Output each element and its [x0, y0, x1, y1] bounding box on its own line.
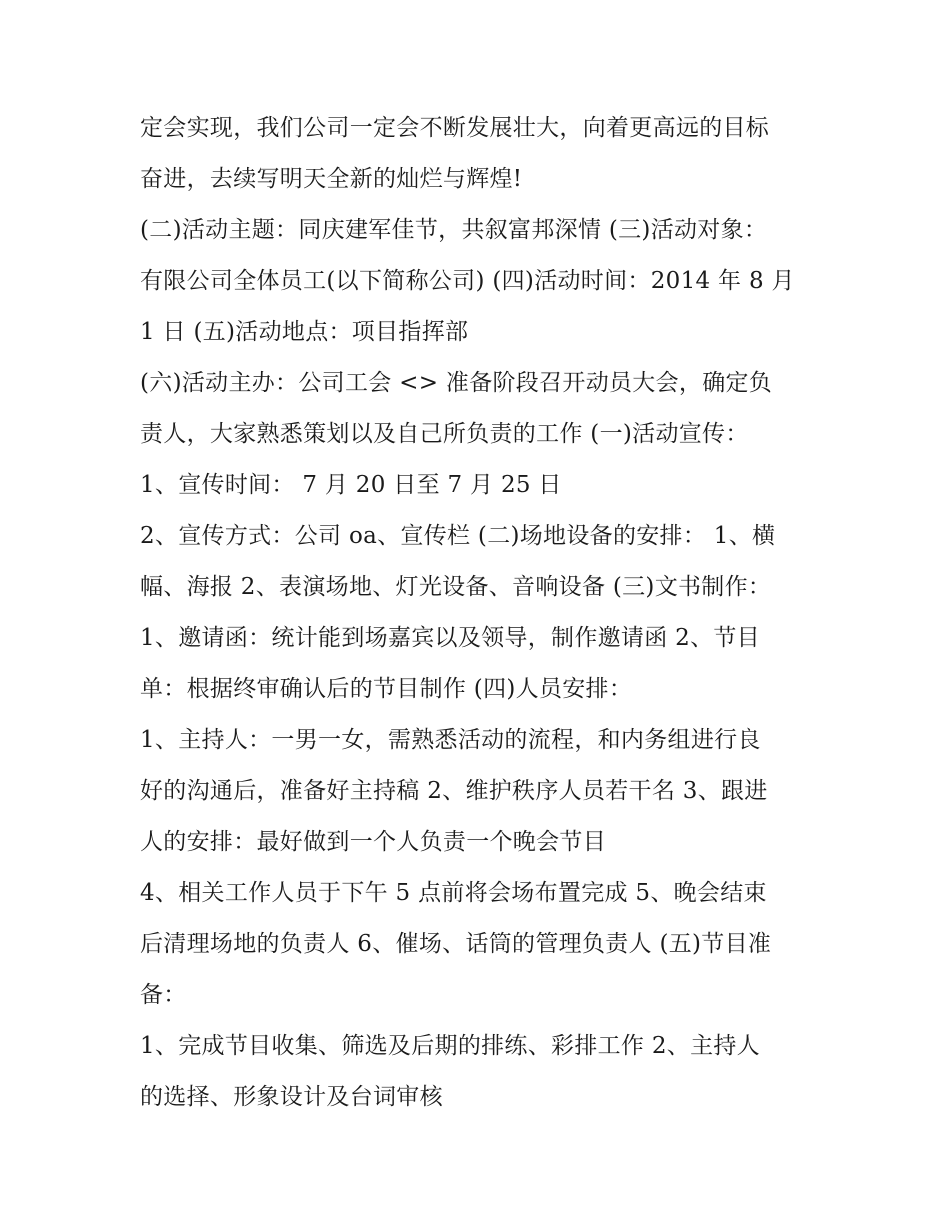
text-line: 好的沟通后，准备好主持稿 2、维护秩序人员若干名 3、跟进: [140, 778, 768, 804]
text-line: 后清理场地的负责人 6、催场、话筒的管理负责人 (五)节目准: [140, 931, 772, 957]
text-line: 奋进，去续写明天全新的灿烂与辉煌!: [140, 166, 523, 192]
text-line: (二)活动主题：同庆建军佳节，共叙富邦深情 (三)活动对象：: [140, 217, 768, 243]
text-line: 4、相关工作人员于下午 5 点前将会场布置完成 5、晚会结束: [140, 880, 767, 906]
text-line: (六)活动主办：公司工会 <> 准备阶段召开动员大会，确定负: [140, 370, 773, 396]
text-line: 有限公司全体员工(以下简称公司) (四)活动时间：2014 年 8 月: [140, 268, 795, 294]
text-line: 备：: [140, 982, 187, 1008]
text-line: 1、完成节目收集、筛选及后期的排练、彩排工作 2、主持人: [140, 1033, 760, 1059]
document-body: [140, 103, 820, 1123]
text-line: 1 日 (五)活动地点：项目指挥部: [140, 319, 469, 345]
text-line: 1、宣传时间： 7 月 20 日至 7 月 25 日: [140, 472, 562, 498]
text-line: 1、邀请函：统计能到场嘉宾以及领导，制作邀请函 2、节目: [140, 625, 760, 651]
text-line: 幅、海报 2、表演场地、灯光设备、音响设备 (三)文书制作：: [140, 574, 772, 600]
text-line: 的选择、形象设计及台词审核: [140, 1084, 443, 1110]
text-line: 1、主持人：一男一女，需熟悉活动的流程，和内务组进行良: [140, 727, 761, 753]
text-line: 人的安排：最好做到一个人负责一个晚会节目: [140, 829, 606, 855]
text-line: 定会实现，我们公司一定会不断发展壮大，向着更高远的目标: [140, 115, 770, 141]
text-line: 2、宣传方式：公司 oa、宣传栏 (二)场地设备的安排： 1、横: [140, 523, 776, 549]
text-line: 单：根据终审确认后的节目制作 (四)人员安排：: [140, 676, 633, 702]
text-line: 责人，大家熟悉策划以及自己所负责的工作 (一)活动宣传：: [140, 421, 749, 447]
